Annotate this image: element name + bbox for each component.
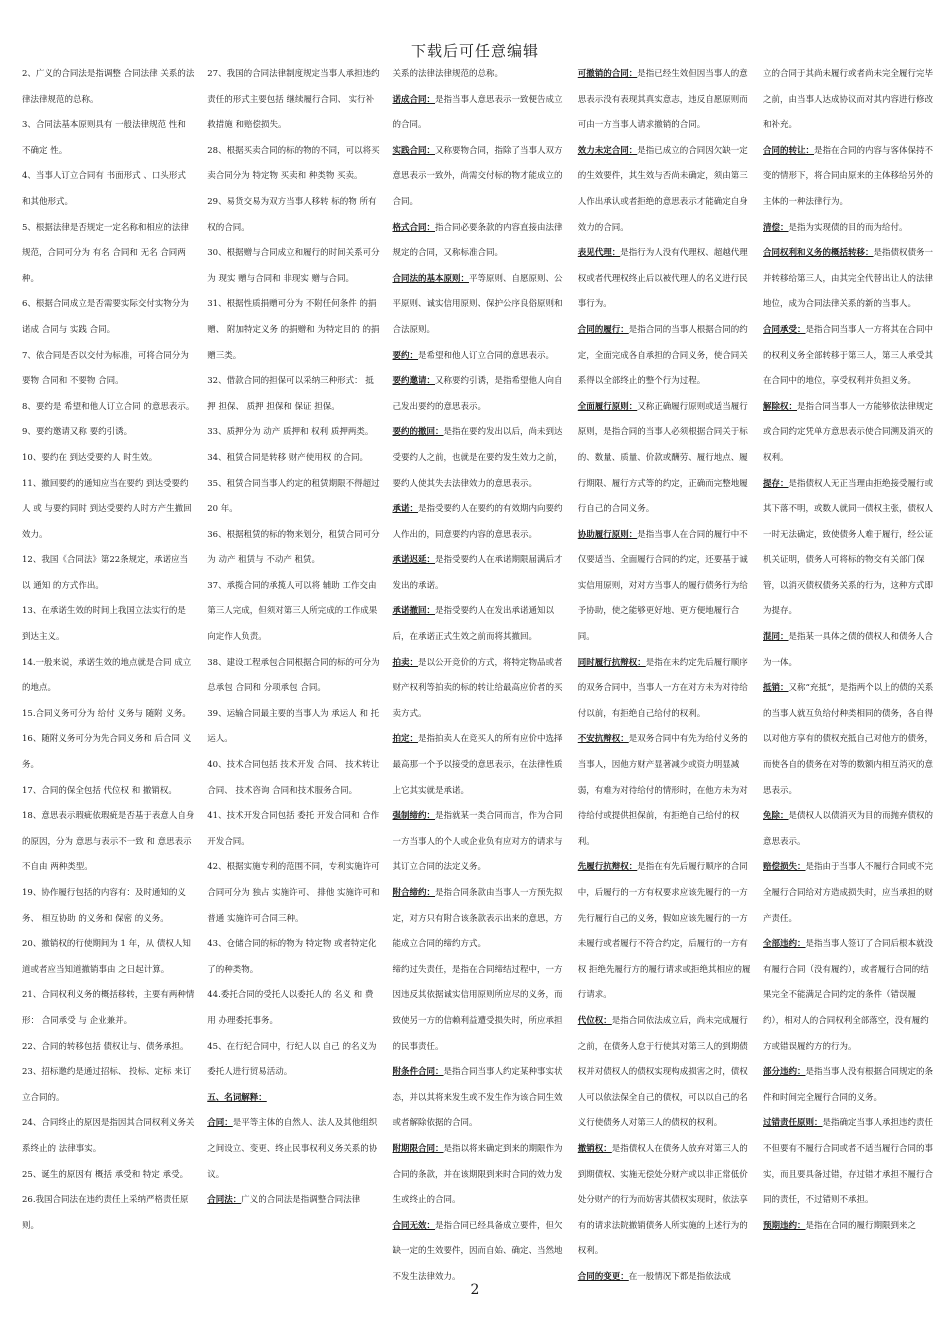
paragraph: 全部违约：是指当事人签订了合同后根本就没有履行合同（没有履约），或者履行合同的结果完全不能满足合同约定的条件（错误履约），相对人的合同权利全部落空，没有履约方或错误履约方的行为。 <box>763 939 934 1052</box>
paragraph: 承诺撤回：是指受要约人在发出承诺通知以后，在承诺正式生效之前而将其撤回。 <box>392 606 555 643</box>
paragraph: 22、合同的转移包括 债权让与、债务承担。 <box>22 1041 189 1052</box>
text-column-5 <box>763 62 937 1272</box>
paragraph: 39、运输合同最主要的当事人为 承运人 和 托运人。 <box>207 708 380 745</box>
paragraph: 要约：是希望和他人订立合同的意思表示。 <box>392 350 555 361</box>
paragraph: 2、广义的合同法是指调整 合同法律 关系的法律法律规范的总称。 <box>22 69 195 105</box>
page-number: 2 <box>470 1282 480 1298</box>
paragraph: 12、我国《合同法》第22条规定，承诺应当以 通知 的方式作出。 <box>22 555 189 591</box>
paragraph: 4、当事人订立合同有 书面形式 、口头形式 和其他形式。 <box>22 171 186 207</box>
paragraph: 29、易货交易为双方当事人移转 标的物 所有权的合同。 <box>207 196 377 233</box>
paragraph: 清偿：是指为实现债的目的而为给付。 <box>763 222 908 233</box>
paragraph: 全面履行原则：又称正确履行原则或适当履行原则，是指合同的当事人必须根据合同关于标的、数量、质量、价款或酬劳、履行地点、履行期限、履行方式等的约定，正确而完整地履行自己的合同义务。 <box>577 401 748 515</box>
paragraph: 5、根据法律是否规定一定名称和相应的法律规范，合同可分为 有名 合同和 无名 合同两种。 <box>22 222 189 284</box>
paragraph: 合同的履行：是指合同的当事人根据合同的约定，全面完成各自承担的合同义务，使合同关系得以全部终止的整个行为过程。 <box>577 324 748 387</box>
paragraph: 拍卖：是以公开竞价的方式，将特定物品或者财产权利等拍卖的标的转让给最高应价者的买卖方式。 <box>392 657 563 719</box>
paragraph: 赔偿损失：是指由于当事人不履行合同或不完全履行合同给对方造成损失时，应当承担的财产责任。 <box>763 862 934 924</box>
paragraph: 8、要约是 希望和他人订立合同 的意思表示。 <box>22 401 195 412</box>
text-column-2 <box>207 62 381 1272</box>
paragraph: 36、根据租赁的标的物来划分，租赁合同可分为 动产 租赁与 不动产 租赁。 <box>207 529 380 566</box>
paragraph: 合同承受：是指合同当事人一方将其在合同中的权利义务全部转移于第三人，第三人承受其在合同中的地位，享受权利并负担义务。 <box>763 324 934 387</box>
paragraph: 混同：是指某一具体之债的债权人和债务人合为一体。 <box>763 632 934 668</box>
paragraph: 五、名词解释： <box>207 1092 267 1103</box>
document-body <box>22 62 937 1282</box>
paragraph: 合同：是平等主体的自然人、法人及其他组织之间设立、变更、终止民事权利义务关系的协议。 <box>207 1118 378 1180</box>
paragraph: 10、要约在 到达受要约人 时生效。 <box>22 452 158 463</box>
paragraph: 19、协作履行包括的内容有：及时通知的义务、 相互协助 的义务和 保密 的义务。 <box>22 888 186 924</box>
paragraph: 撤销权：是指债权人在债务人放弃对第三人的到期债权、实施无偿处分财产或以非正常低价处分财产的行为而妨害其债权实现时，依法享有的请求法院撤销债务人所实施的上述行为的权利。 <box>577 1143 748 1257</box>
paragraph: 强制缔约：是指就某一类合同而言，作为合同一方当事人的个人或企业负有应对方的请求与其订立合同的法定义务。 <box>392 811 563 873</box>
paragraph: 21、合同权利义务的概括移转，主要有两种情形： 合同承受 与 企业兼并。 <box>22 990 195 1026</box>
paragraph: 11、撤回要约的通知应当在要约 到达受要约人 或 与要约同时 到达受要约人时方产生撤回效力。 <box>22 478 192 540</box>
paragraph: 23、招标邀约是通过招标、 投标、定标 来订立合同的。 <box>22 1067 192 1103</box>
paragraph: 要约的撤回：是指在要约发出以后，尚未到达受要约人之前，也就是在要约发生效力之前，要约人使其失去法律效力的意思表示。 <box>392 427 563 489</box>
paragraph: 26.我国合同法在违约责任上采纳严格责任原则。 <box>22 1195 189 1231</box>
paragraph: 合同法：广义的合同法是指调整合同法律 <box>207 1195 361 1206</box>
paragraph: 实践合同：又称要物合同，指除了当事人双方意思表示一致外，尚需交付标的物才能成立的合同。 <box>392 145 563 207</box>
paragraph: 合同的变更：在一般情况下都是指依法成 <box>577 1271 731 1282</box>
paragraph: 17、合同的保全包括 代位权 和 撤销权。 <box>22 785 177 796</box>
paragraph: 15.合同义务可分为 给付 义务与 随附 义务。 <box>22 708 191 719</box>
paragraph: 30、根据赠与合同成立和履行的时间关系可分为 现实 赠与合同和 非现实 赠与合同。 <box>207 248 380 284</box>
paragraph: 关系的法律法律规范的总称。 <box>392 69 504 79</box>
paragraph: 诺成合同：是指当事人意思表示一致便告成立的合同。 <box>392 94 563 131</box>
paragraph: 效力未定合同：是指已成立的合同因欠缺一定的生效要件，其生效与否尚未确定，须由第三人作出承认或者拒绝的意思表示才能确定自身效力的合同。 <box>577 145 748 233</box>
paragraph: 过错责任原则：是指确定当事人承担违约责任不但要有不履行合同或者不适当履行合同的事实，而且要具备过错，存过错才承担不履行合同的责任，不过错则不承担。 <box>763 1118 934 1206</box>
paragraph: 34、租赁合同是转移 财产使用权 的合同。 <box>207 452 368 463</box>
paragraph: 27、我国的合同法律制度规定当事人承担违约责任的形式主要包括 继续履行合同、 实行补救措施 和赔偿损失。 <box>207 69 380 131</box>
paragraph: 6、根据合同成立是否需要实际交付实物分为 诺成 合同与 实践 合同。 <box>22 299 189 335</box>
paragraph: 31、根据性质捐赠可分为 不附任何条件 的捐赠、 附加特定义务 的捐赠和 为特定目的 的捐赠三类。 <box>207 299 380 361</box>
paragraph: 部分违约：是指当事人没有根据合同规定的条件和时间完全履行合同的义务。 <box>763 1067 934 1103</box>
paragraph: 表见代理：是指行为人没有代理权、超越代理权或者代理权终止后以被代理人的名义进行民事行为。 <box>577 248 748 310</box>
paragraph: 14.一般来说，承诺生效的地点就是合同 成立 的地点。 <box>22 657 192 694</box>
text-column-1 <box>22 62 196 1272</box>
paragraph: 35、租赁合同当事人约定的租赁期限不得超过 20 年。 <box>207 478 380 515</box>
paragraph: 缔约过失责任，是指在合同缔结过程中，一方因违反其依据诚实信用原则所应尽的义务，而致使另一方的信赖利益遭受损失时，所应承担的民事责任。 <box>392 964 563 1052</box>
paragraph: 33、质押分为 动产 质押和 权利 质押两类。 <box>207 427 374 438</box>
paragraph: 40、技术合同包括 技术开发 合同、 技术转让 合同、 技术咨询 合同和技术服务合同。 <box>207 760 380 796</box>
paragraph: 格式合同：指合同必要条款的内容直接由法律规定的合同，又称标准合同。 <box>392 222 563 259</box>
paragraph: 24、合同终止的原因是指因其合同权利义务关系终止的 法律事实。 <box>22 1118 195 1154</box>
paragraph: 附条件合同：是指合同当事人约定某种事实状态，并以其将来发生或不发生作为该合同生效或者解除依据的合同。 <box>392 1067 563 1129</box>
paragraph: 抵销：又称“充抵”，是指两个以上的债的关系的当事人就互负给付种类相同的债务，各自得以对他方享有的债权充抵自己对他方的债务，而使各自的债务在对等的数额内相互消灭的意思表示。 <box>763 683 934 796</box>
paragraph: 18、意思表示瑕疵依瑕疵是否基于表意人自身的原因，分为 意思与表示不一致 和 意思表示不自由 两种类型。 <box>22 811 195 873</box>
paragraph: 立的合同于其尚未履行或者尚未完全履行完毕之前，由当事人达成协议而对其内容进行修改和补充。 <box>763 69 934 131</box>
paragraph: 合同无效：是指合同已经具备成立要件，但欠缺一定的生效要件，因而自始、确定、当然地不发生法律效力。 <box>392 1220 563 1282</box>
paragraph: 20、撤销权的行使期间为 1 年，从 债权人知道或者应当知道撤销事由 之日起计算。 <box>22 939 191 975</box>
paragraph: 承诺迟延：是指受要约人在承诺期限届满后才发出的承诺。 <box>392 555 563 591</box>
paragraph: 44.委托合同的受托人以委托人的 名义 和 费用 办理委托事务。 <box>207 990 374 1026</box>
paragraph: 免除：是债权人以债消灭为目的而抛弃债权的意思表示。 <box>763 811 934 847</box>
paragraph: 附期限合同：是指以将来确定到来的期限作为合同的条款，并在该期限到来时合同的效力发生或终止的合同。 <box>392 1143 563 1206</box>
paragraph: 38、建设工程承包合同根据合同的标的可分为 总承包 合同和 分项承包 合同。 <box>207 657 380 694</box>
paragraph: 合同权利和义务的概括转移：是指债权债务一并转移给第三人，由其完全代替出让人的法律地位，成为合同法律关系的新的当事人。 <box>763 248 934 310</box>
paragraph: 附合缔约：是指合同条款由当事人一方预先拟定，对方只有附合该条款表示出来的意思，方能成立合同的缔约方式。 <box>392 888 563 950</box>
paragraph: 代位权：是指合同依法成立后，尚未完成履行之前，在债务人怠于行使其对第三人的到期债权并对债权人的债权实现构成损害之时，债权人可以依法保全自己的债权，可以以自己的名义行使债务人对第三人的债权的权利。 <box>577 1015 748 1129</box>
text-column-4 <box>577 62 752 1282</box>
paragraph: 提存：是指债权人无正当理由拒绝接受履行或其下落不明，或数人就同一债权主张，债权人一时无法确定，致使债务人难于履行，经公证机关证明，债务人可将标的物交有关部门保管，以消灭债权债务关系的行为，这种方式即为提存。 <box>763 478 934 617</box>
paragraph: 16、随附义务可分为先合同义务和 后合同 义务。 <box>22 734 192 771</box>
paragraph: 32、借款合同的担保可以采纳三种形式： 抵押 担保、 质押 担保和 保证 担保。 <box>207 376 374 412</box>
paragraph: 42、根据实施专利的范围不同，专利实施许可合同可分为 独占 实施许可、 排他 实施许可和 普通 实施许可合同三种。 <box>207 862 380 924</box>
paragraph: 可撤销的合同：是指已经生效但因当事人的意思表示没有表现其真实意志，违反自愿原则而可由一方当事人请求撤销的合同。 <box>577 69 748 131</box>
paragraph: 9、要约邀请又称 要约引诱。 <box>22 427 133 438</box>
paragraph: 28、根据买卖合同的标的物的不同，可以将买卖合同分为 特定物 买卖和 种类物 买卖。 <box>207 145 380 182</box>
paragraph: 合同的转让：是指在合同的内容与客体保持不变的情形下，将合同由原来的主体移给另外的主体的一种法律行为。 <box>763 145 934 207</box>
paragraph: 25、诞生的原因有 概括 承受和 特定 承受。 <box>22 1169 189 1180</box>
paragraph: 同时履行抗辩权：是指在未约定先后履行顺序的双务合同中，当事人一方在对方未为对待给付以前，有拒绝自己给付的权利。 <box>577 657 748 719</box>
paragraph: 解除权：是指合同当事人一方能够依法律规定或合同约定凭单方意思表示使合同溯及消灭的权利。 <box>763 401 934 463</box>
paragraph: 协助履行原则：是指当事人在合同的履行中不仅要适当、全面履行合同的约定，还要基于诚实信用原则，对对方当事人的履行债务行为给予协助，使之能够更好地、更方便地履行合同。 <box>577 529 748 643</box>
text-column-3 <box>392 62 567 1282</box>
page-header: 下载后可任意编辑 <box>410 42 539 60</box>
paragraph: 43、仓储合同的标的物为 特定物 或者特定化了的种类物。 <box>207 939 377 975</box>
paragraph: 拍定：是指拍卖人在竞买人的所有应价中选择最高那一个予以接受的意思表示，在法律性质上它其实就是承诺。 <box>392 734 563 796</box>
paragraph: 预期违约：是指在合同的履行期限到来之 <box>763 1220 917 1231</box>
paragraph: 7、依合同是否以交付为标准，可将合同分为 要物 合同和 不要物 合同。 <box>22 350 189 387</box>
paragraph: 先履行抗辩权：是指在有先后履行顺序的合同中，后履行的一方有权要求应该先履行的一方先行履行自己的义务，假如应该先履行的一方未履行或者履行不符合约定，后履行的一方有权 拒绝先履行方的履行请求或拒绝其相应的履行请求。 <box>577 862 751 1001</box>
paragraph: 13、在承诺生效的时间上我国立法实行的是 到达主义。 <box>22 606 186 643</box>
paragraph: 要约邀请：又称要约引诱，是指希望他人向自己发出要约的意思表示。 <box>392 376 563 412</box>
paragraph: 承诺：是指受要约人在要约的有效期内向要约人作出的，同意要约内容的意思表示。 <box>392 504 563 540</box>
paragraph: 41、技术开发合同包括 委托 开发合同和 合作 开发合同。 <box>207 811 380 847</box>
paragraph: 合同法的基本原则：平等原则、自愿原则、公平原则、诚实信用原则、保护公序良俗原则和合法原则。 <box>392 273 563 335</box>
paragraph: 不安抗辩权：是双务合同中有先为给付义务的当事人，因他方财产显著减少或资力明显减弱，有难为对待给付的情形时，在他方未为对待给付或提供担保前，有拒绝自己给付的权利。 <box>577 734 748 847</box>
paragraph: 3、合同法基本原则具有 一般法律规范 性和 不确定 性。 <box>22 120 186 156</box>
paragraph: 37、承揽合同的承揽人可以将 辅助 工作交由第三人完成，但须对第三人所完成的工作成果向定作人负责。 <box>207 580 378 643</box>
paragraph: 45、在行纪合同中，行纪人以 自己 的名义为委托人进行贸易活动。 <box>207 1041 377 1078</box>
